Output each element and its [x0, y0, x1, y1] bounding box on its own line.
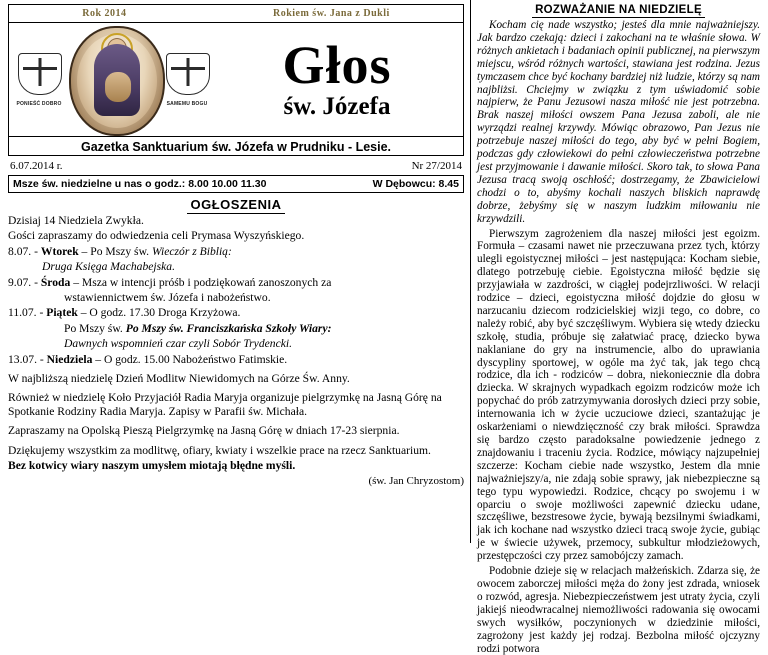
- issue-number: Nr 27/2014: [411, 160, 462, 172]
- closing-bold-line: Bez kotwicy wiary naszym umysłem miotają błędne myśli.: [8, 459, 296, 473]
- announcement-date: 11.07.: [8, 306, 37, 320]
- right-column: [470, 0, 768, 655]
- artwork-frame: [13, 25, 213, 133]
- announcement-text: – Po Mszy św.: [78, 244, 152, 258]
- shield-icon: [18, 53, 62, 95]
- crest-right-caption: SAMEMU BOGU: [166, 101, 208, 107]
- mass-times-local: Msze św. niedzielne u nas o godz.: 8.00 10.00 11.30: [13, 178, 267, 190]
- year-right: Rokiem św. Jana z Dukli: [272, 8, 390, 19]
- announcement-item: [8, 245, 464, 258]
- announcement-text: – O godz. 15.00 Nabożeństwo Fatimskie.: [92, 352, 288, 366]
- announcement-text: – Msza w intencji próśb i podziękowań zanoszonych za: [70, 275, 332, 289]
- reflection-paragraph: Kocham cię nade wszystko; jesteś dla mnie najważniejszy. Jak bardzo czekają: dzieci i zakochani na te właśnie słowa. W różnych ankietach i badaniach opinii publicznej, na pierwszym miejscu, wśród różnych wartości, stawiana jest rodzina. Jezus tymczasem chce być kochany bardziej niż ludzie, którzy są nam najbliżsi. Chciejmy w związku z tym uświadomić sobie najpierw, że Panu Jezusowi nasza miłość nie jest potrzebna. Brak naszej miłości owszem Pana Jezusa zaboli, ale nie wyrządzi realnej krzywdy. Mówiąc obrazowo, Pan Jezus nie potrzebuje naszej miłości do tego, aby być w pełni Bogiem, podczas gdy człowiekowi do pełni człowieczeństwa potrzebne jest przyjmowanie i dawanie miłości. Skoro tak, to słowa Pana Jezusa tracą swoją oschłość; dostrzegamy, że Zbawicielowi chodzi o to, abyśmy kochali naszych bliskich naprawdę dobrze, żebyśmy się w naszym ludzkim miłowaniu nie krzywdzili.: [477, 19, 760, 225]
- reflection-paragraph: Podobnie dzieje się w relacjach małżeńskich. Zdarza się, że owocem zaborczej miłości męża do żony jest zdrada, wniosek o rozwód, agresja. Niebezpieczeństwem jest utraty życia, czyli jakiejś nieodwracalnej niemożliwości radowania się owocami swych wysiłków, poczynionych w dziedzinie miłości, zagrożony jest każdy jej rodzaj. Bezbolna miłość ojczyzny rodzi potwora: [477, 565, 760, 655]
- announcement-subitem: Po Mszy św. Po Mszy św. Franciszkańska Szkoły Wiary:: [64, 321, 332, 335]
- announcement-date: 13.07.: [8, 352, 37, 366]
- announcement-dash: -: [39, 306, 47, 320]
- mass-times-bar: [8, 175, 464, 193]
- announcement-item: Dziękujemy wszystkim za modlitwę, ofiary, kwiaty i wszelkie prace na rzecz Sanktuarium.: [8, 443, 431, 457]
- mass-times-debowiec: W Dębowcu: 8.45: [372, 178, 459, 190]
- reflection-body: [477, 19, 760, 655]
- reflection-heading-text: ROZWAŻANIE NA NIEDZIELĘ: [532, 4, 705, 18]
- crest-left-caption: PONIEŚĆ DOBRO: [16, 101, 62, 107]
- announcement-day: Niedziela: [46, 352, 93, 366]
- issue-info-line: [8, 156, 464, 175]
- masthead-body: [9, 23, 463, 136]
- shield-icon-2: [166, 53, 210, 95]
- crest-left-icon: [13, 51, 65, 107]
- announcement-item: Zapraszamy na Opolską Pieszą Pielgrzymkę na Jasną Górę w dniach 17-23 sierpnia.: [8, 424, 400, 438]
- announcement-item: [8, 276, 464, 289]
- announcement-subitem: wstawiennictwem św. Józefa i nabożeństwo.: [64, 291, 271, 305]
- announcement-item: Również w niedzielę Koło Przyjaciół Radia Maryja organizuje pielgrzymkę na Jasną Górę na Spotkanie Rodziny Radia Maryja. Zapisy w Parafii św. Michała.: [8, 391, 442, 418]
- crest-right-icon: [161, 51, 213, 107]
- announcement-dash: -: [39, 352, 47, 366]
- announcement-subitem-bold-italic: Po Mszy św. Franciszkańska Szkoły Wiary:: [125, 321, 332, 335]
- announcement-subitem: Druga Księga Machabejska.: [42, 260, 175, 274]
- announcements-body: [8, 214, 464, 488]
- quote-author: (św. Jan Chryzostom): [368, 474, 464, 487]
- masthead: [8, 4, 464, 156]
- announcement-date: 9.07.: [8, 275, 32, 289]
- announcement-subitem: Dawnych wspomnień czar czyli Sobór Trydencki.: [64, 337, 292, 351]
- announcement-item: [8, 306, 464, 319]
- announcement-item: Gości zapraszamy do odwiedzenia celi Prymasa Wyszyńskiego.: [8, 229, 305, 243]
- announcement-day: Środa: [40, 275, 71, 289]
- announcement-text-italic: Wieczór z Biblią:: [151, 244, 232, 258]
- announcement-item: W najbliższą niedzielę Dzień Modlitw Niewidomych na Górze Św. Anny.: [8, 372, 350, 386]
- issue-date: 6.07.2014 r.: [10, 160, 63, 172]
- masthead-artwork: [9, 23, 217, 136]
- announcement-item: Dzisiaj 14 Niedziela Zwykła.: [8, 214, 144, 227]
- year-bar: [9, 5, 463, 23]
- announcement-text: – O godz. 17.30 Droga Krzyżowa.: [77, 306, 241, 320]
- reflection-paragraph: Pierwszym zagrożeniem dla naszej miłości jest egoizm. Formuła – czasami nawet nie przeczuwana przez tych, którzy ulegli egoistycznej miłości – jest następująca: Kocham siebie, dlatego potrzebuję ciebie. Egoistyczna miłość będzie się przyjawiała w zazdrości, w ciągłej podejrzliwości. W relacji rodzice – dzieci, egoistyczna miłość dojdzie do głosu w narzucaniu dziecom rodzicielskiej wizji tego, co dobre, co należy robić, aby być szczęśliwym. Wybiera się wtedy dziecku szkołę, studia, próbuje się załatwiać pracę, dziecko bywa naklaniane do gry na instrumencie, albo do uprawiania dyscypliny sportowej, w ogóle ma żyć tak, jak tego chcą rodzice, dla ich - rodziców – dobra, niekoniecznie dla dobra dziecka. W skrajnych wypadkach egoizm rodziców może ich popychać do prób zatrzymywania dorosłych dzieci przy sobie, internowania ich w życie uczuciowe dzieci, szantażując je oskarżeniami o niewdzięczność czy brak miłości. Sprawdza się bardzo często paradoksalne powiedzenie jednego z znajdowaniu i traceniu życia. Rodzice, mówiący najzupełniej szczerze: Kocham ciebie nade wszystko, Jestem dla mnie najważniejszy/a, nie zdają sobie sprawy, jak niebezpieczne są tego typu wypowiedzi. Rodzice, chcący po swojemu i w oparciu o swoje możliwości zapewnić dziecku udane, szczęśliwe, bezstresowe życie, bywają bezsilnymi świadkami, jak ich kochane nad wszystko dzieci tracą swoje życie, gubiąc je w świecie używek, przemocy, subkultur młodzieżowych, przestępczości czy przez samobójczy zamach.: [477, 227, 760, 563]
- announcements-heading-text: OGŁOSZENIA: [187, 197, 286, 214]
- announcement-day: Piątek: [46, 306, 78, 320]
- announcement-dash: -: [34, 275, 41, 289]
- madonna-medallion-icon: [69, 26, 165, 136]
- announcements-heading: [8, 197, 464, 212]
- reflection-heading: [477, 4, 760, 16]
- year-left: Rok 2014: [82, 8, 127, 19]
- masthead-subtitle: Gazetka Sanktuarium św. Józefa w Prudniku - Lesie.: [9, 136, 463, 156]
- announcement-item: [8, 353, 464, 366]
- announcement-date: 8.07.: [8, 244, 32, 258]
- title-main: Głos: [282, 34, 392, 95]
- title-sub: św. Józefa: [283, 92, 391, 120]
- announcement-dash: -: [34, 244, 41, 258]
- masthead-title-block: [217, 23, 463, 136]
- announcement-day: Wtorek: [40, 244, 79, 258]
